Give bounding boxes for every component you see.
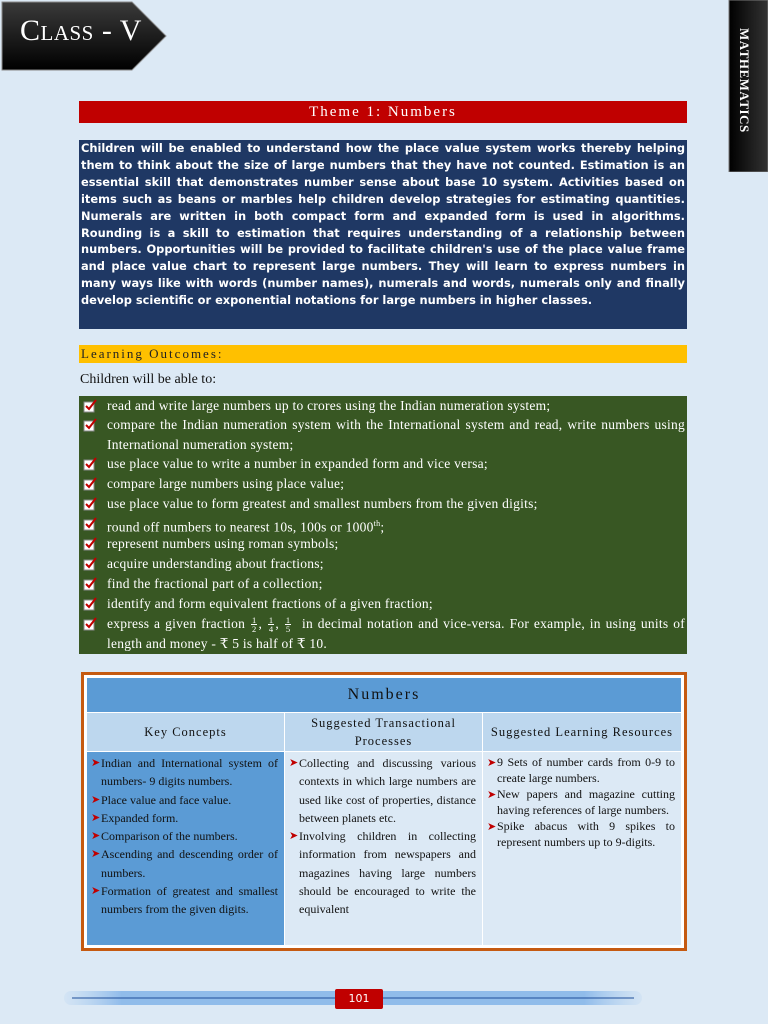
arrow-icon: ➤ <box>91 793 101 806</box>
list-item: ➤ Ascending and descending order of numbers. <box>91 847 278 880</box>
list-item: identify and form equivalent fractions of a given fraction; <box>79 594 685 614</box>
key-concepts-column <box>87 752 284 945</box>
fraction: $\frac{1}{5}$ <box>285 615 291 635</box>
numbers-table <box>81 672 687 951</box>
checkbox-icon <box>83 577 97 591</box>
list-item: ➤ Expanded form. <box>91 809 278 827</box>
arrow-icon: ➤ <box>91 811 101 824</box>
arrow-icon: ➤ <box>289 830 299 843</box>
arrow-icon: ➤ <box>91 885 101 898</box>
page-number: 101 <box>335 989 383 1009</box>
checkbox-icon <box>83 399 97 413</box>
column-header: Suggested Learning Resources <box>483 713 681 751</box>
learning-outcomes-list <box>79 396 687 654</box>
intro-paragraph: Children will be enabled to understand how the place value system works thereby helping them to think about the size of large numbers that they have not counted. Estimation is an essential skill that demonstrates number sense about base 10 system. Activities based on items such as beans or marbles help children develop strategies for estimating quantities. Numerals are written in both compact form and expanded form is used in algorithms. Rounding is a skill to estimation that requires understanding of a relationship between numbers. Opportunities will be provided to facilitate children's use of the place value frame and place value chart to represent large numbers. They will learn to express numbers in many ways like with words (number names), numerals and words, numerals only and finally develop scientific or exponential notations for large numbers in higher classes. <box>79 140 687 329</box>
list-item: ➤ Place value and face value. <box>91 791 278 809</box>
list-item: find the fractional part of a collection; <box>79 574 685 594</box>
list-item: ➤ New papers and magazine cutting having references of large numbers. <box>487 787 675 817</box>
checkbox-icon <box>83 457 97 471</box>
checkbox-icon <box>83 477 97 491</box>
arrow-icon: ➤ <box>487 789 497 801</box>
list-item: represent numbers using roman symbols; <box>79 534 685 554</box>
list-item: ➤ Indian and International system of numbers- 9 digits numbers. <box>91 756 278 789</box>
arrow-icon: ➤ <box>91 830 101 843</box>
list-item: read and write large numbers up to crores using the Indian numeration system; <box>79 396 685 416</box>
checkbox-icon <box>83 557 97 571</box>
list-item: ➤ Formation of greatest and smallest numbers from the given digits. <box>91 884 278 917</box>
arrow-icon: ➤ <box>487 757 497 769</box>
learning-outcomes-intro: Children will be able to: <box>80 372 217 387</box>
list-item: use place value to form greatest and smallest numbers from the given digits; <box>79 494 685 514</box>
arrow-icon: ➤ <box>487 821 497 833</box>
table-title: Numbers <box>87 678 681 712</box>
list-item: compare large numbers using place value; <box>79 474 685 494</box>
checkbox-icon <box>83 418 97 432</box>
list-item: compare the Indian numeration system with the International system and read, write numbers using International numeration system; <box>79 415 685 454</box>
list-item: ➤ Spike abacus with 9 spikes to represent numbers up to 9-digits. <box>487 819 675 849</box>
subject-tab <box>728 0 768 172</box>
list-item: use place value to write a number in expanded form and vice versa; <box>79 454 685 474</box>
list-item: acquire understanding about fractions; <box>79 554 685 574</box>
column-header: Suggested Transactional Processes <box>285 713 482 751</box>
fraction: $\frac{1}{2}$ <box>251 615 257 635</box>
checkbox-icon <box>83 597 97 611</box>
subject-label: MATHEMATICS <box>737 28 752 133</box>
fraction: $\frac{1}{4}$ <box>268 615 274 635</box>
processes-column <box>285 752 482 945</box>
list-item: express a given fraction $\frac{1}{2}$ , $\frac{1}{4}$ , $\frac{1}{5}$ in decimal notation and vice-versa. For example, in using units of length and money - ₹ 5 is half of ₹ 10. <box>79 614 685 653</box>
class-badge <box>0 0 168 72</box>
checkbox-icon <box>83 517 97 531</box>
learning-outcomes-heading: Learning Outcomes: <box>79 345 687 363</box>
class-label: Class - V <box>20 14 142 47</box>
arrow-icon: ➤ <box>289 757 299 769</box>
checkbox-icon <box>83 497 97 511</box>
theme-title: Theme 1: Numbers <box>79 101 687 123</box>
list-item: ➤ 9 Sets of number cards from 0-9 to create large numbers. <box>487 755 675 785</box>
list-item: ➤ Comparison of the numbers. <box>91 827 278 845</box>
checkbox-icon <box>83 617 97 631</box>
list-item: ➤ Collecting and discussing various contexts in which large numbers are used like cost of properties, distance between planets etc. <box>289 756 476 825</box>
checkbox-icon <box>83 537 97 551</box>
list-item: ➤ Involving children in collecting information from newspapers and magazines having large numbers should be encouraged to write the equivalent <box>289 829 476 917</box>
arrow-icon: ➤ <box>91 757 101 769</box>
arrow-icon: ➤ <box>91 848 101 861</box>
column-header: Key Concepts <box>87 713 284 751</box>
resources-column <box>483 752 681 945</box>
list-item: round off numbers to nearest 10s, 100s or 1000th; <box>79 514 685 537</box>
